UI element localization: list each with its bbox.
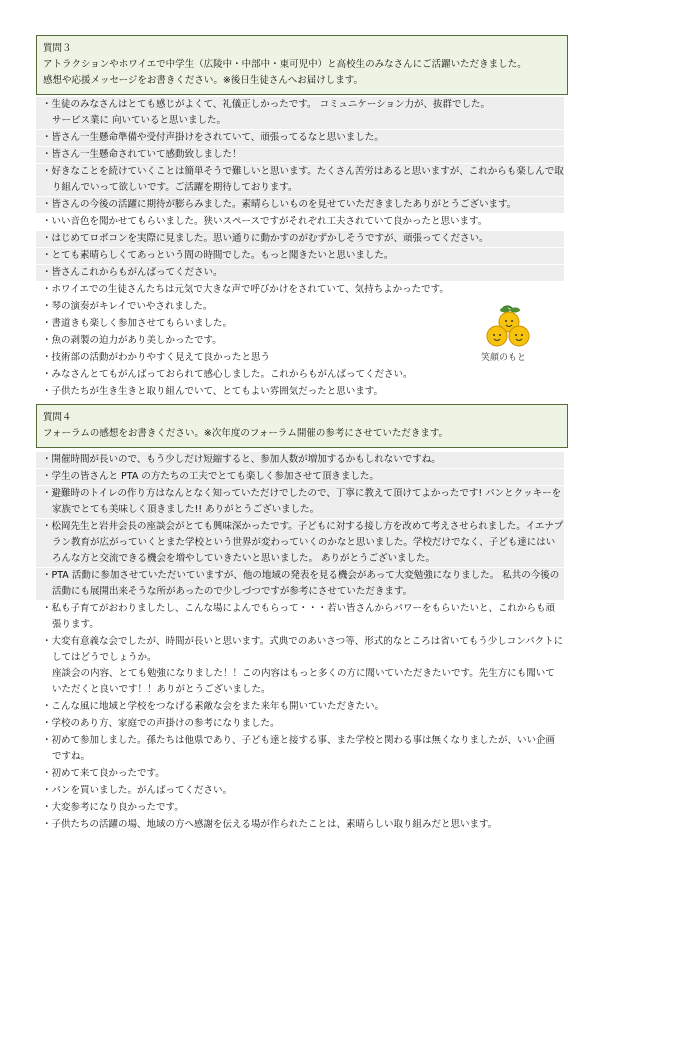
list-item: ・ホワイエでの生徒さんたちは元気で大きな声で呼びかけをされていて、気持ちよかったです。 [42,284,449,295]
logo-caption: 笑顔のもと [481,353,527,363]
list-item: ・初めて来て良かったです。 [42,768,165,779]
list-item: ・子供たちが生き生きと取り組んでいて、とてもよい雰囲気だったと思います。 [42,386,384,397]
list-item: ・大変有意義な会でしたが、時間が長いと思います。式典でのあいさつ等、形式的なところは省いてもう少しコンパクトにしてはどうでしょうか。 座談会の内容、とても勉強になりました！！この内容はもっと多くの方に聞いていただきたいです。先生方にも聞いていただくと良いです！！ありがとうございました。 [42,636,564,695]
list-item: ・とても素晴らしくてあっという間の時間でした。もっと聞きたいと思いました。 [36,248,564,264]
list-item: ・魚の剥製の迫力があり美しかったです。 [42,335,222,346]
list-item: ・学校のあり方、家庭での声掛けの参考になりました。 [42,718,280,729]
list-item: ・書道きも楽しく参加させてもらいました。 [42,318,233,329]
list-item: ・みなさんとてもがんばっておられて感心しました。これからもがんばってください。 [42,369,413,380]
list-item: ・生徒のみなさんはとても感じがよくて、礼儀正しかったです。 コミュニケーション力が、抜群でした。 サービス業に 向いていると思いました。 [36,97,564,129]
list-item: ・初めて参加しました。孫たちは他県であり、子ども達と接する事、また学校と関わる事は無くなりましたが、いい企画ですね。 [42,735,556,762]
question-3-number: 質問３ [43,43,72,54]
list-item: ・好きなことを続けていくことは簡単そうで難しいと思います。たくさん苦労はあると思いますが、これからも楽しんで取り組んでいって欲しいです。ご活躍を期待しております。 [36,164,564,196]
list-item: ・いい音色を聞かせてもらいました。狭いスペースですがそれぞれ工夫されていて良かったと思います。 [42,216,488,227]
list-item: ・PTA 活動に参加させていただいていますが、他の地域の発表を見る機会があって大変勉強になりました。 私共の今後の活動にも展開出来そうな所があったので少しづつですが参考にさせていただきます。 [36,568,564,600]
question-4-number: 質問４ [43,412,72,423]
list-item: ・松岡先生と岩井会長の座談会がとても興味深かったです。子どもに対する接し方を改めて考えさせられました。イエナプラン教育が広がっていくとまた学校という世界が変わっていくのかなと思いました。学校だけでなく、子ども達にはいろんな方と交流できる機会を増やしていきたいと思いました。 ありがとうございました。 [36,519,564,567]
list-item: ・皆さん一生懸命準備や受付声掛けをされていて、頑張ってるなと思いました。 [36,130,564,146]
list-item: ・はじめてロボコンを実際に見ました。思い通りに動かすのがむずかしそうですが、頑張ってください。 [36,231,564,247]
list-item: ・学生の皆さんと PTA の方たちの工夫でとても楽しく参加させて頂きました。 [36,469,564,485]
list-item: ・琴の演奏がキレイでいやされました。 [42,301,213,312]
question-3-header [36,35,568,95]
list-item: ・皆さん一生懸命されていて感動致しました！ [36,147,564,163]
list-item: ・私も子育てがおわりましたし、こんな場によんでもらって・・・若い皆さんからパワーをもらいたいと、これからも頑張ります。 [42,603,556,630]
list-item: ・技術部の活動がわかりやすく見えて良かったと思う [42,352,271,363]
list-item: ・大変参考になり良かったです。 [42,802,184,813]
question-3-text: アトラクションやホワイエで中学生（広陵中・中部中・東可児中）と高校生のみなさんにご活躍いただきました。感想や応援メッセージをお書きください。※後日生徒さんへお届けします。 [43,59,527,86]
list-item: ・避難時のトイレの作り方はなんとなく知っていただけでしたので、丁寧に教えて頂けてよかったです! パンとクッキーを家族でとても美味しく頂きました!! ありがとうございました。 [36,486,564,518]
question-4-header [36,404,568,448]
list-item: ・開催時間が長いので、もう少しだけ短縮すると、参加人数が増加するかもしれないですね。 [36,452,564,468]
list-item: ・皆さんこれからもがんばってください。 [36,265,564,281]
list-item: ・皆さんの今後の活躍に期待が膨らみました。素晴らしいものを見せていただきましたありがとうございます。 [36,197,564,213]
question-4-text: フォーラムの感想をお書きください。※次年度のフォーラム開催の参考にさせていただきます。 [43,428,449,439]
survey-page [36,35,568,834]
question-4-answers [36,452,564,833]
list-item: ・パンを買いました。がんばってください。 [42,785,233,796]
list-item: ・子供たちの活躍の場、地域の方へ感謝を伝える場が作られたことは、素晴らしい取り組みだと思います。 [42,819,498,830]
list-item: ・こんな風に地域と学校をつなげる素敵な会をまた来年も開いていただきたい。 [42,701,385,712]
